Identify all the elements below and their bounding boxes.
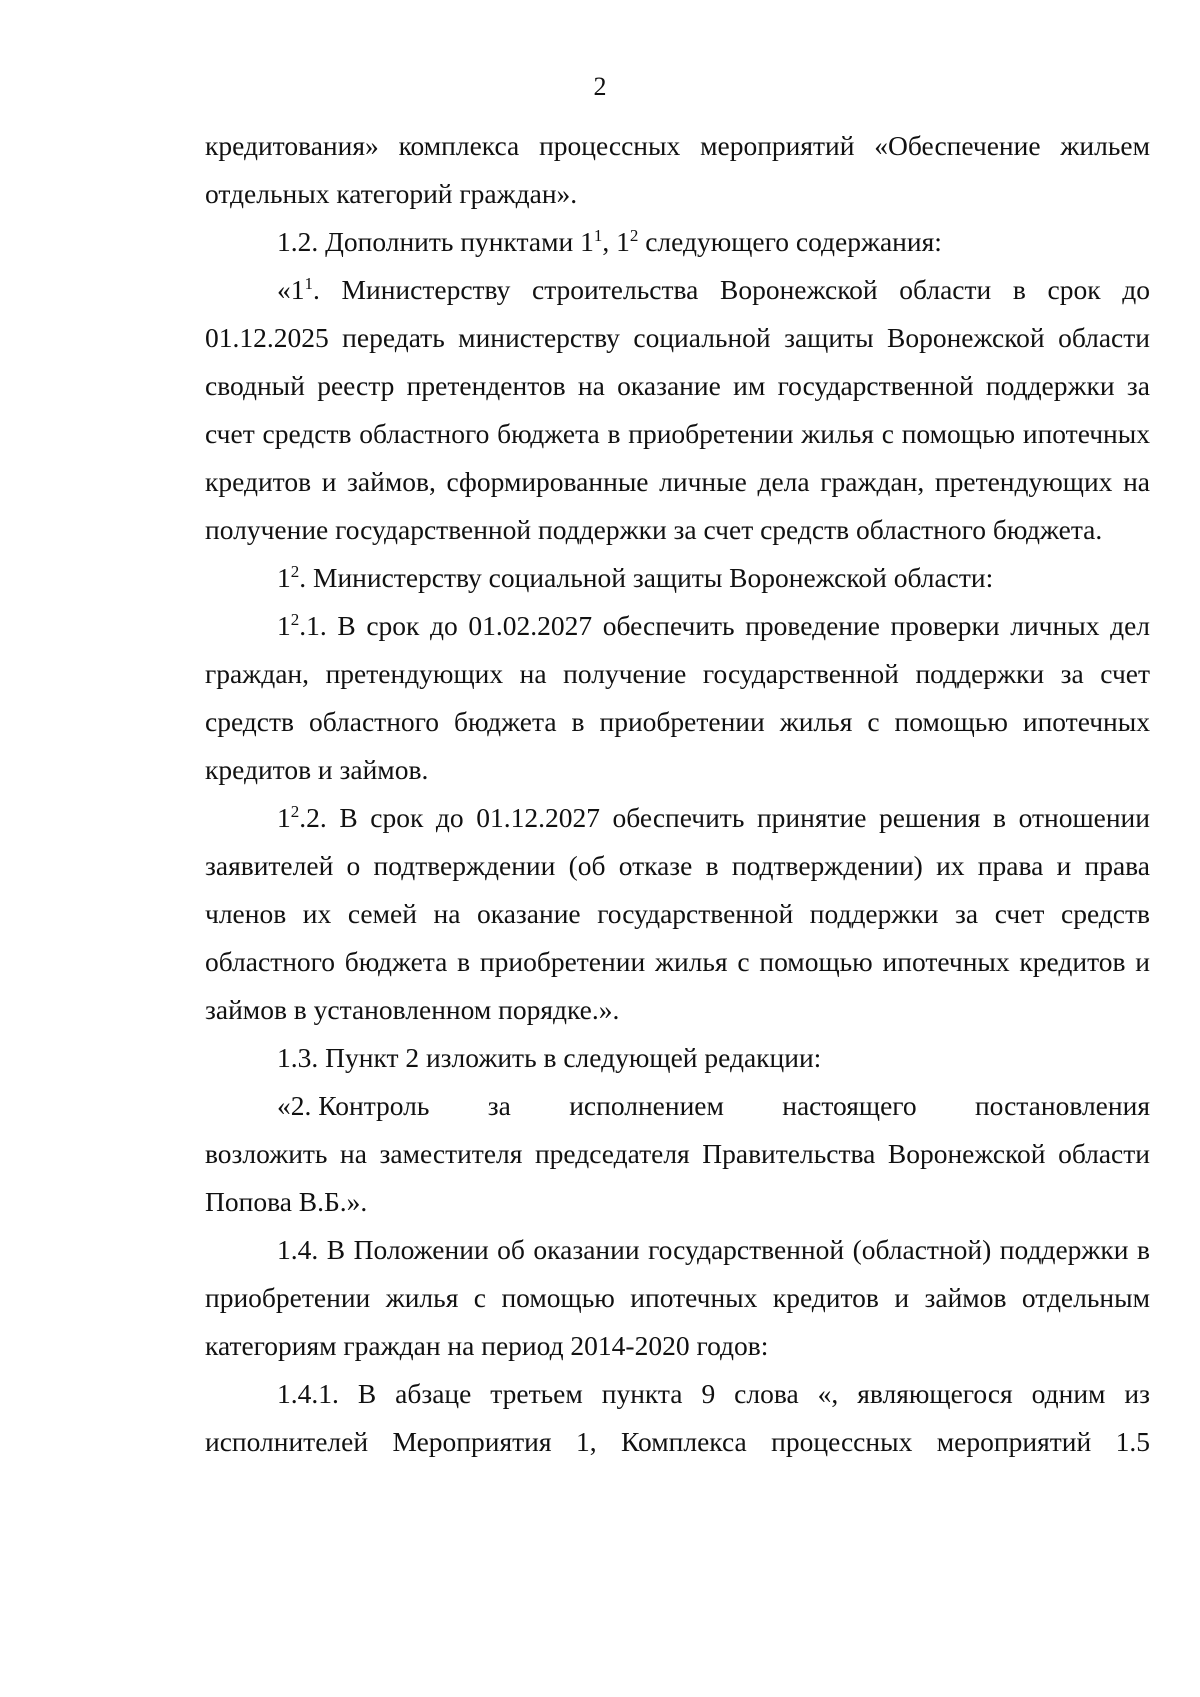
paragraph-1-2-ministry [205, 554, 1150, 602]
paragraph-1-2 [205, 218, 1150, 266]
paragraph-1-2-2-text-b: .2. В срок до 01.12.2027 обеспечить принятие решения в отношении заявителей о подтверждении (об отказе в подтверждении) их права и права членов их семей на оказание государственной поддержки за счет средств областного бюджета в приобретении жилья с помощью ипотечных кредитов и займов в установленном порядке.». [205, 802, 1150, 1025]
word: настоящего [782, 1090, 917, 1121]
paragraph-1-3: 1.3. Пункт 2 изложить в следующей редакции: [277, 1042, 822, 1073]
word: исполнением [569, 1090, 724, 1121]
paragraph-credit-continuation: кредитования» комплекса процессных мероприятий «Обеспечение жильем отдельных категорий граждан». [205, 130, 1150, 209]
superscript: 2 [629, 225, 639, 245]
word: за [487, 1090, 511, 1121]
superscript: 2 [290, 801, 300, 821]
paragraph-1-2-ministry-text-a: 1 [277, 562, 291, 593]
paragraph-2-first-line [205, 1082, 1150, 1130]
word: «2. Контроль [277, 1090, 430, 1121]
superscript: 1 [593, 225, 603, 245]
paragraph-1-2-text-b: , 1 [602, 226, 630, 257]
paragraph-1-2-2-text-a: 1 [277, 802, 291, 833]
paragraph-1-2-ministry-text-b: . Министерству социальной защиты Воронежской области: [299, 562, 994, 593]
paragraph-1-1-text-a: «1 [277, 274, 305, 305]
paragraph-1-4-1: 1.4.1. В абзаце третьем пункта 9 слова «, являющегося одним из исполнителей Мероприятия 1, Комплекса процессных мероприятий 1.5 [205, 1378, 1150, 1457]
paragraph-2-control [205, 1082, 1150, 1226]
paragraph-1-2-1-text-b: .1. В срок до 01.02.2027 обеспечить проведение проверки личных дел граждан, претендующих на получение государственной поддержки за счет средств областного бюджета в приобретении жилья с помощью ипотечных кредитов и займов. [205, 610, 1150, 785]
paragraph-1-2-text-c: следующего содержания: [638, 226, 942, 257]
paragraph-1-2-1 [205, 602, 1150, 794]
paragraph-1-2-2 [205, 794, 1150, 1034]
superscript: 2 [290, 561, 300, 581]
paragraph-1-2-1-text-a: 1 [277, 610, 291, 641]
document-body [205, 122, 1150, 1466]
paragraph-1-2-text-a: 1.2. Дополнить пунктами 1 [277, 226, 594, 257]
paragraph-1-1 [205, 266, 1150, 554]
word: постановления [974, 1090, 1150, 1121]
superscript: 1 [304, 273, 313, 293]
page-number: 2 [593, 72, 607, 101]
paragraph-1-1-text-b: . Министерству строительства Воронежской области в срок до 01.12.2025 передать министерству социальной защиты Воронежской области сводный реестр претендентов на оказание им государственной поддержки за счет средств областного бюджета в приобретении жилья с помощью ипотечных кредитов и займов, сформированные личные дела граждан, претендующих на получение государственной поддержки за счет средств областного бюджета. [205, 274, 1150, 545]
paragraph-1-4: 1.4. В Положении об оказании государственной (областной) поддержки в приобретении жилья с помощью ипотечных кредитов и займов отдельным категориям граждан на период 2014-2020 годов: [205, 1234, 1150, 1361]
superscript: 2 [290, 609, 300, 629]
paragraph-2-rest: возложить на заместителя председателя Правительства Воронежской области Попова В.Б.». [205, 1138, 1150, 1217]
